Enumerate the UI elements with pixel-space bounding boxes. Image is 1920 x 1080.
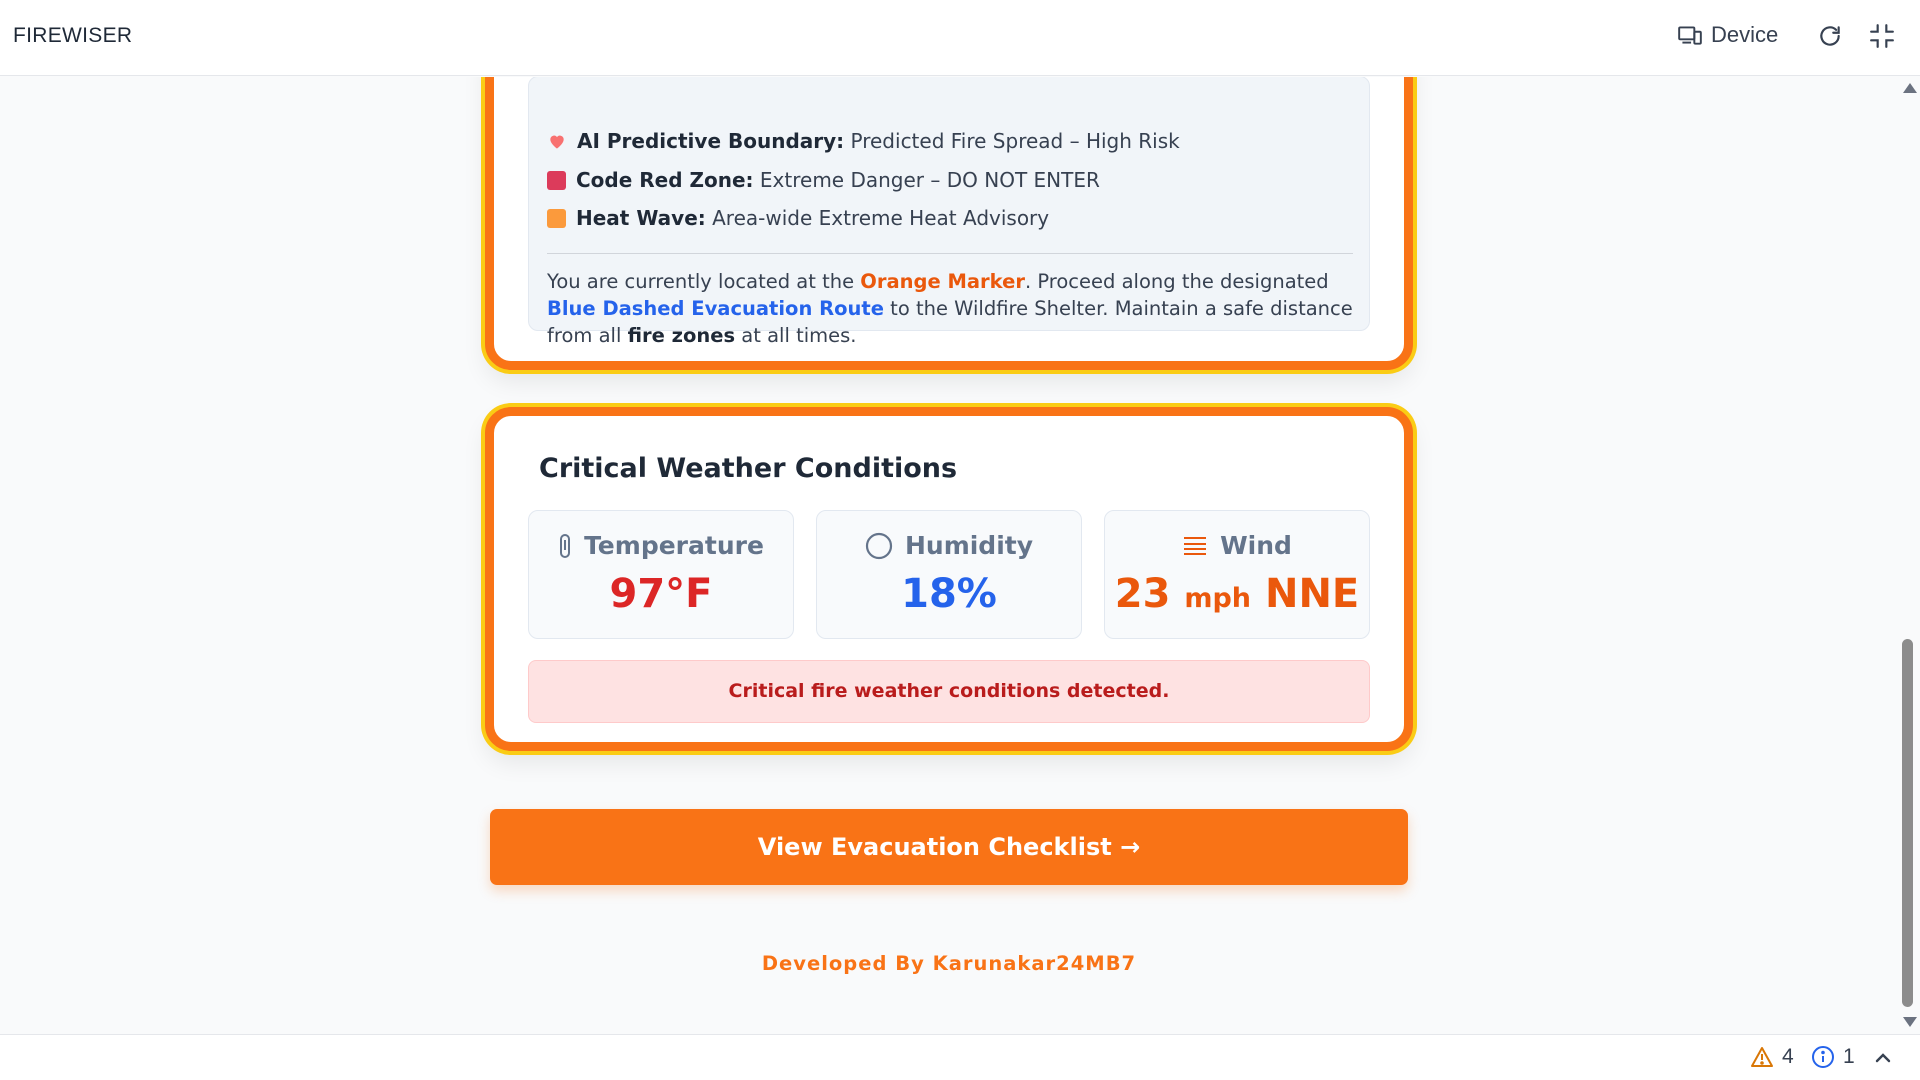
content-viewport	[0, 77, 1920, 1034]
device-button[interactable]	[1677, 22, 1778, 48]
legend-item-desc: Area-wide Extreme Heat Advisory	[705, 206, 1050, 230]
legend-divider	[547, 253, 1353, 254]
scroll-thumb[interactable]	[1902, 639, 1913, 1007]
location-text-part: You are currently located at the	[547, 270, 861, 293]
wind-unit: mph	[1184, 583, 1252, 614]
humidity-stat	[816, 510, 1082, 639]
vertical-scrollbar[interactable]	[1898, 77, 1920, 1034]
legend-item-code-red	[547, 168, 1100, 192]
temperature-stat	[528, 510, 794, 639]
device-icon	[1677, 22, 1703, 48]
fire-zones-label: fire zones	[627, 324, 736, 347]
humidity-label: Humidity	[904, 531, 1034, 560]
legend-panel	[528, 77, 1370, 347]
legend-item-name: AI Predictive Boundary:	[577, 129, 845, 153]
weather-card	[485, 407, 1413, 751]
legend-item-desc: Extreme Danger – DO NOT ENTER	[753, 168, 1100, 192]
orange-square-icon	[547, 209, 566, 228]
heart-icon	[547, 131, 567, 151]
exit-fullscreen-icon[interactable]	[1869, 23, 1895, 49]
location-text-part: at all times.	[735, 324, 857, 347]
location-text-part: to the Wildfire Shelter. Maintain a safe distance from all	[547, 297, 1353, 347]
scroll-up-arrow-icon[interactable]	[1903, 83, 1917, 93]
device-button-label: Device	[1711, 22, 1779, 47]
humidity-value: 18%	[901, 571, 997, 617]
orange-marker-label: Orange Marker	[860, 270, 1025, 293]
temperature-label: Temperature	[584, 531, 764, 560]
wind-label: Wind	[1220, 531, 1292, 560]
wind-icon	[1182, 534, 1208, 558]
warnings-indicator[interactable]	[1750, 1045, 1794, 1069]
top-bar	[0, 0, 1920, 76]
status-bar	[0, 1034, 1920, 1080]
weather-title: Critical Weather Conditions	[539, 453, 958, 484]
thermometer-icon	[558, 534, 572, 558]
location-text-part: . Proceed along the designated	[1024, 270, 1329, 293]
wind-stat	[1104, 510, 1370, 639]
map-legend-card	[485, 77, 1413, 370]
fire-weather-alert: Critical fire weather conditions detected.	[528, 660, 1370, 723]
legend-item-desc: Predicted Fire Spread – High Risk	[844, 129, 1180, 153]
legend-item-heat-wave	[547, 206, 1049, 230]
view-evacuation-checklist-button[interactable]: View Evacuation Checklist →	[490, 809, 1408, 885]
info-icon	[1811, 1045, 1835, 1069]
info-count: 1	[1843, 1045, 1855, 1068]
warning-icon	[1750, 1046, 1774, 1068]
red-square-icon	[547, 171, 566, 190]
legend-item-predictive-boundary	[547, 129, 1180, 153]
info-indicator[interactable]	[1811, 1045, 1855, 1069]
wind-direction: NNE	[1264, 571, 1360, 617]
evacuation-route-label: Blue Dashed Evacuation Route	[547, 297, 884, 320]
app-title: FIREWISER	[13, 24, 133, 47]
chevron-up-icon[interactable]	[1874, 1049, 1892, 1067]
location-instructions	[547, 268, 1357, 349]
wind-value	[1105, 571, 1369, 617]
scroll-down-arrow-icon[interactable]	[1903, 1017, 1917, 1027]
wind-speed: 23	[1114, 571, 1171, 617]
temperature-value: 97°F	[609, 571, 713, 617]
legend-item-name: Heat Wave:	[576, 206, 706, 230]
legend-item-name: Code Red Zone:	[576, 168, 754, 192]
droplet-icon	[865, 532, 893, 560]
developer-credit: Developed By Karunakar24MB7	[761, 952, 1137, 975]
warnings-count: 4	[1782, 1045, 1794, 1068]
refresh-icon[interactable]	[1817, 23, 1843, 49]
